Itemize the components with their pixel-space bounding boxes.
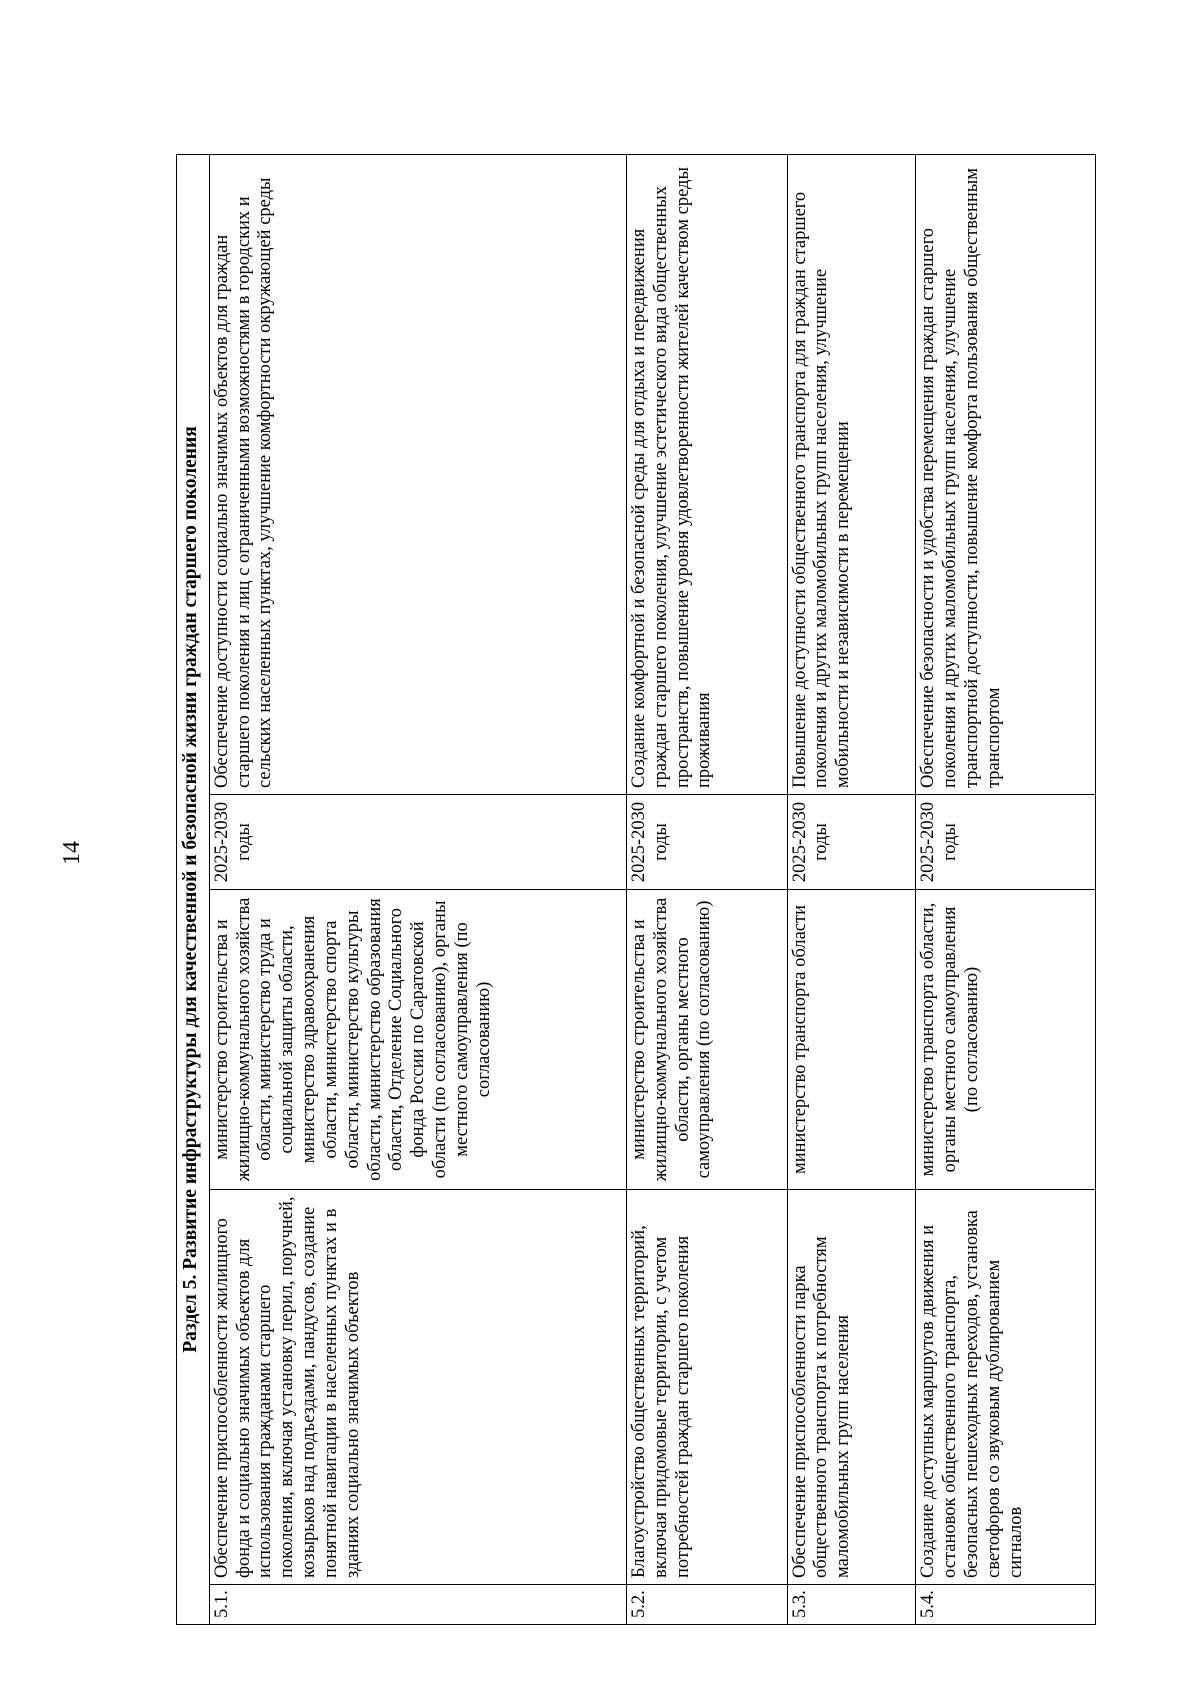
row-action: Благоустройство общественных территорий, включая придомовые территории, с учетом потребностей граждан старшего поколения: [626, 1190, 787, 1585]
row-number: 5.4.: [916, 1585, 1096, 1625]
page-number: 14: [59, 841, 85, 865]
row-executors: министерство строительства и жилищно-коммунального хозяйства области, министерство труда и социальной защиты области, министерство здравоохранения области, министерство спорта области, министерство культуры области, министерство образования области, Отделение Социального фонда России по Саратовской области (по согласованию), органы местного самоуправления (по согласованию): [209, 890, 626, 1190]
table-row: [626, 154, 787, 1624]
rotated-table-wrapper: [176, 155, 1096, 1625]
row-action: Обеспечение приспособленности жилищного фонда и социально значимых объектов для использования гражданами старшего поколения, включая установку перил, поручней, козырьков над подъездами, пандусов, создание понятной навигации в населенных пунктах и в зданиях социально значимых объектов: [209, 1190, 626, 1585]
row-number: 5.3.: [787, 1585, 916, 1625]
row-executors: министерство строительства и жилищно-коммунального хозяйства области, органы местного самоуправления (по согласованию): [626, 890, 787, 1190]
row-number: 5.1.: [209, 1585, 626, 1625]
row-executors: министерство транспорта области: [787, 890, 916, 1190]
row-number: 5.2.: [626, 1585, 787, 1625]
row-result: Обеспечение безопасности и удобства перемещения граждан старшего поколения и других маломобильных групп населения, улучшение транспортной доступности, повышение комфорта пользования общественным транспортом: [916, 154, 1096, 794]
table-row: [209, 154, 626, 1624]
row-result: Повышение доступности общественного транспорта для граждан старшего поколения и других маломобильных групп населения, улучшение мобильности и независимости в перемещении: [787, 154, 916, 794]
row-period: 2025-2030 годы: [626, 795, 787, 890]
measures-table: [176, 154, 1096, 1625]
row-period: 2025-2030 годы: [209, 795, 626, 890]
section-title: Раздел 5. Развитие инфраструктуры для качественной и безопасной жизни граждан старшего поколения: [177, 154, 210, 1624]
row-action: Обеспечение приспособленности парка общественного транспорта к потребностям маломобильных групп населения: [787, 1190, 916, 1585]
row-executors: министерство транспорта области, органы местного самоуправления (по согласованию): [916, 890, 1096, 1190]
section-header-row: [177, 154, 210, 1624]
table-row: [916, 154, 1096, 1624]
row-action: Создание доступных маршрутов движения и остановок общественного транспорта, безопасных пешеходных переходов, установка светофоров со звуковым дублированием сигналов: [916, 1190, 1096, 1585]
row-result: Создание комфортной и безопасной среды для отдыха и передвижения граждан старшего поколения, улучшение эстетического вида общественных пространств, повышение уровня удовлетворенности жителей качеством среды проживания: [626, 154, 787, 794]
row-period: 2025-2030 годы: [787, 795, 916, 890]
row-result: Обеспечение доступности социально значимых объектов для граждан старшего поколения и лиц с ограниченными возможностями в городских и сельских населенных пунктах, улучшение комфортности окружающей среды: [209, 154, 626, 794]
row-period: 2025-2030 годы: [916, 795, 1096, 890]
table-row: [787, 154, 916, 1624]
